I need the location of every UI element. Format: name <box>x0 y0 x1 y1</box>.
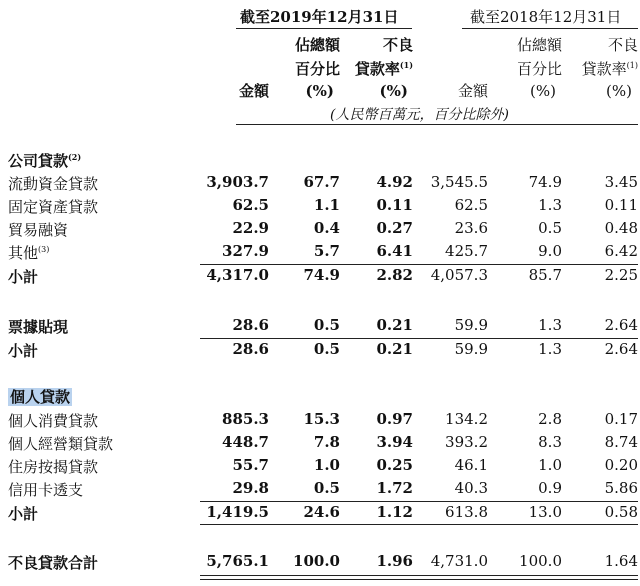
section-title-personal: 個人貸款 <box>10 388 71 406</box>
cell-pct-2018: 1.0 <box>538 456 562 474</box>
cell-npl-2018: 6.42 <box>604 242 638 260</box>
cell-pct-2018: 1.3 <box>538 316 562 334</box>
cell-pct-2018: 13.0 <box>528 503 562 521</box>
cell-amount-2018: 134.2 <box>445 410 488 428</box>
table-row <box>0 410 640 432</box>
header-rule-2019 <box>236 28 412 29</box>
row-label: 個人消費貸款 <box>8 412 99 430</box>
cell-npl-2019: 0.25 <box>376 456 413 474</box>
table-row <box>0 316 640 338</box>
col-npl-2018-l2: 貸款率$^{(1)}$ <box>581 60 638 78</box>
cell-npl-2019: 0.21 <box>376 340 413 358</box>
row-label: 其他$^{(3)}$ <box>8 244 50 262</box>
cell-amount-2019: 22.9 <box>232 219 269 237</box>
row-label: 住房按揭貸款 <box>8 458 99 476</box>
cell-amount-2018: 62.5 <box>454 196 488 214</box>
header-rule-2018 <box>462 28 638 29</box>
col-npl-2018-l1: 不良 <box>607 36 638 54</box>
total-row <box>0 552 640 574</box>
total-double-rule-bottom <box>200 579 638 580</box>
cell-npl-2018: 5.86 <box>604 479 638 497</box>
cell-npl-2018: 2.64 <box>604 340 638 358</box>
cell-amount-2019: 1,419.5 <box>206 503 269 521</box>
cell-npl-2019: 1.72 <box>376 479 413 497</box>
cell-amount-2019: 62.5 <box>232 196 269 214</box>
row-label: 小計 <box>8 505 39 523</box>
col-pct-2018-l3: (%) <box>530 82 556 100</box>
cell-amount-2019: 28.6 <box>232 340 269 358</box>
cell-npl-2019: 4.92 <box>376 173 413 191</box>
cell-pct-2018: 74.9 <box>528 173 562 191</box>
cell-pct-2019: 74.9 <box>303 266 340 284</box>
unit-note: (人民幣百萬元，百分比除外) <box>330 107 509 123</box>
table-row <box>0 479 640 501</box>
cell-npl-2019: 1.96 <box>376 552 413 570</box>
cell-npl-2018: 0.48 <box>604 219 638 237</box>
table-row <box>0 173 640 195</box>
cell-npl-2019: 0.11 <box>376 196 413 214</box>
section-title-corporate: 公司貸款$^{(2)}$ <box>8 152 82 170</box>
cell-amount-2018: 613.8 <box>445 503 488 521</box>
col-pct-2019-l3: (%) <box>305 82 334 100</box>
cell-amount-2018: 40.3 <box>454 479 488 497</box>
col-npl-2019-l2: 貸款率$^{(1)}$ <box>354 60 413 78</box>
row-label: 貿易融資 <box>8 221 69 239</box>
cell-amount-2018: 23.6 <box>454 219 488 237</box>
cell-pct-2019: 0.4 <box>313 219 340 237</box>
col-amount-2019: 金額 <box>238 82 269 100</box>
table-row <box>0 196 640 218</box>
cell-npl-2019: 2.82 <box>376 266 413 284</box>
subtotal-rule <box>200 338 638 339</box>
cell-pct-2019: 0.5 <box>313 316 340 334</box>
subtotal-rule <box>200 524 638 525</box>
subtotal-row <box>0 266 640 288</box>
cell-npl-2019: 0.97 <box>376 410 413 428</box>
subtotal-row <box>0 503 640 525</box>
cell-pct-2018: 85.7 <box>528 266 562 284</box>
cell-amount-2018: 393.2 <box>445 433 488 451</box>
col-pct-2019-l1: 佔總額 <box>294 36 340 54</box>
cell-amount-2018: 46.1 <box>454 456 488 474</box>
row-label: 個人經營類貸款 <box>8 435 114 453</box>
cell-pct-2018: 1.3 <box>538 196 562 214</box>
row-label: 小計 <box>8 342 39 360</box>
cell-amount-2019: 3,903.7 <box>206 173 269 191</box>
cell-npl-2018: 0.58 <box>604 503 638 521</box>
cell-pct-2018: 0.9 <box>538 479 562 497</box>
cell-amount-2018: 4,057.3 <box>430 266 488 284</box>
col-pct-2018-l1: 佔總額 <box>516 36 562 54</box>
cell-pct-2019: 15.3 <box>303 410 340 428</box>
cell-pct-2018: 2.8 <box>538 410 562 428</box>
cell-npl-2018: 3.45 <box>604 173 638 191</box>
cell-amount-2019: 5,765.1 <box>206 552 269 570</box>
row-label: 信用卡透支 <box>8 481 84 499</box>
subtotal-row <box>0 340 640 362</box>
cell-npl-2019: 1.12 <box>376 503 413 521</box>
cell-npl-2018: 2.25 <box>604 266 638 284</box>
cell-npl-2018: 1.64 <box>604 552 638 570</box>
cell-amount-2019: 885.3 <box>222 410 269 428</box>
total-double-rule-top <box>200 575 638 576</box>
cell-amount-2019: 55.7 <box>232 456 269 474</box>
cell-pct-2019: 0.5 <box>313 479 340 497</box>
row-label: 小計 <box>8 268 39 286</box>
row-label: 不良貸款合計 <box>8 554 99 572</box>
cell-pct-2018: 0.5 <box>538 219 562 237</box>
cell-amount-2018: 59.9 <box>454 340 488 358</box>
cell-amount-2018: 425.7 <box>445 242 488 260</box>
cell-pct-2019: 1.0 <box>313 456 340 474</box>
period-2019-header: 截至2019年12月31日 <box>240 8 399 26</box>
table-row <box>0 219 640 241</box>
cell-pct-2018: 100.0 <box>519 552 562 570</box>
col-pct-2019-l2: 百分比 <box>294 60 340 78</box>
section-title-discounted-bills: 票據貼現 <box>8 318 69 336</box>
cell-npl-2018: 0.20 <box>604 456 638 474</box>
cell-pct-2019: 1.1 <box>313 196 340 214</box>
cell-pct-2019: 100.0 <box>293 552 340 570</box>
row-label: 固定資產貸款 <box>8 198 99 216</box>
subtotal-rule <box>200 501 638 502</box>
col-amount-2018: 金額 <box>457 82 488 100</box>
cell-npl-2019: 0.21 <box>376 316 413 334</box>
cell-pct-2019: 0.5 <box>313 340 340 358</box>
cell-amount-2019: 327.9 <box>222 242 269 260</box>
col-npl-2019-l3: (%) <box>379 82 408 100</box>
cell-pct-2018: 8.3 <box>538 433 562 451</box>
cell-npl-2019: 0.27 <box>376 219 413 237</box>
cell-amount-2019: 448.7 <box>222 433 269 451</box>
cell-npl-2018: 8.74 <box>604 433 638 451</box>
cell-pct-2019: 7.8 <box>313 433 340 451</box>
header-bottom-rule <box>236 124 638 125</box>
cell-pct-2019: 67.7 <box>303 173 340 191</box>
period-2018-header: 截至2018年12月31日 <box>470 8 622 26</box>
cell-pct-2019: 5.7 <box>313 242 340 260</box>
cell-npl-2018: 0.11 <box>604 196 638 214</box>
cell-npl-2018: 0.17 <box>604 410 638 428</box>
cell-amount-2019: 28.6 <box>232 316 269 334</box>
cell-pct-2018: 9.0 <box>538 242 562 260</box>
cell-amount-2019: 4,317.0 <box>206 266 269 284</box>
cell-amount-2018: 3,545.5 <box>430 173 488 191</box>
table-row <box>0 456 640 478</box>
cell-amount-2018: 59.9 <box>454 316 488 334</box>
col-npl-2019-l1: 不良 <box>382 36 413 54</box>
cell-pct-2018: 1.3 <box>538 340 562 358</box>
cell-npl-2019: 3.94 <box>376 433 413 451</box>
table-row <box>0 433 640 455</box>
row-label: 流動資金貸款 <box>8 175 99 193</box>
subtotal-rule <box>200 264 638 265</box>
col-pct-2018-l2: 百分比 <box>516 60 562 78</box>
cell-amount-2018: 4,731.0 <box>430 552 488 570</box>
cell-amount-2019: 29.8 <box>232 479 269 497</box>
table-row <box>0 242 640 264</box>
cell-npl-2018: 2.64 <box>604 316 638 334</box>
col-npl-2018-l3: (%) <box>606 82 632 100</box>
cell-pct-2019: 24.6 <box>303 503 340 521</box>
cell-npl-2019: 6.41 <box>376 242 413 260</box>
